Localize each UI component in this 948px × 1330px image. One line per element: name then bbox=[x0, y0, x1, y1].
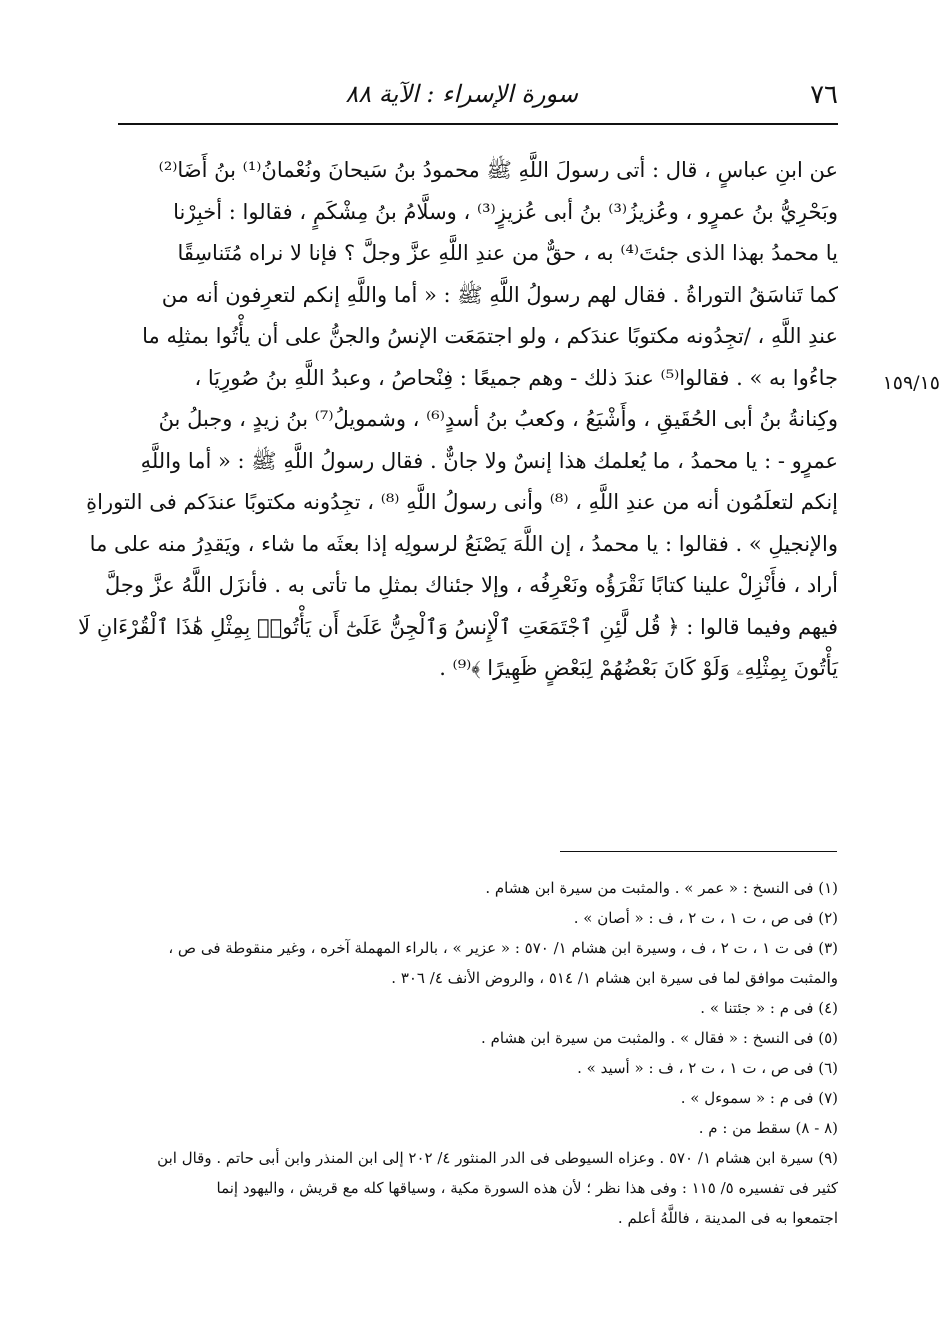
page-header bbox=[118, 78, 838, 118]
text-line: عن ابنِ عباسٍ ، قال : أتى رسولَ اللَّهِ ﷺ محمودُ بنُ سَيحانَ ونُعْمانُ⁽¹⁾ بنُ أَضَا⁽²⁾ bbox=[158, 158, 838, 182]
text-line: جاءُوا به » . فقالوا⁽⁵⁾ عندَ ذلك - وهم جميعًا : فِنْحاصُ ، وعبدُ اللَّهِ بنُ صُورِيَا ، bbox=[194, 365, 838, 390]
header-rule bbox=[118, 123, 838, 125]
text-line: أراد ، فأَنْزِلْ علينا كتابًا نَقْرَؤُه ونَعْرِفُه ، وإلا جئناك بمثلِ ما تأتى به . فأنزَل اللَّهُ عزَّ وجلَّ bbox=[104, 573, 838, 597]
footnote-line: (١) فى النسخ : « عمر » . والمثبت من سيرة ابن هشام . bbox=[485, 879, 838, 897]
text-line: إنكم لتعلَمُون أنه من عندِ اللَّهِ ، ⁽⁸⁾ وأنى رسولُ اللَّهِ ⁽⁸⁾ ، تجِدُونه مكتوبًا عندَكم فى التوراةِ bbox=[86, 490, 838, 514]
footnote-line: (٨ - ٨) سقط من : م . bbox=[698, 1119, 838, 1137]
page-number: ٧٦ bbox=[810, 80, 838, 110]
footnote-line: (٧) فى م : « سموءل » . bbox=[680, 1089, 838, 1107]
text-line: فيهم وفيما قالوا : ﴿ قُل لَّئِنِ ٱجْتَمَعَتِ ٱلْإِنسُ وَٱلْجِنُّ عَلَىٰٓ أَن يَأْتُوا۟ بِمِثْلِ هَٰذَا ٱلْقُرْءَانِ لَا bbox=[78, 614, 838, 639]
text-line: يَأْتُونَ بِمِثْلِهِۦ وَلَوْ كَانَ بَعْضُهُمْ لِبَعْضٍ ظَهِيرًا ﴾⁽⁹⁾ . bbox=[439, 656, 838, 680]
footnote-line: اجتمعوا به فى المدينة ، فاللَّهُ أعلم . bbox=[617, 1209, 838, 1227]
text-line: كما تَناسَقُ التوراةُ . فقال لهم رسولُ اللَّهِ ﷺ : « أما واللَّهِ إنكم لتعرِفون أنه من bbox=[161, 282, 838, 307]
text-line: وكِنانةُ بنُ أبى الحُقَيقِ ، وأَشْيَعُ ، وكعبُ بنُ أسدٍ⁽⁶⁾ ، وشمويلُ⁽⁷⁾ بنُ زيدٍ ، وجبلُ بنُ bbox=[158, 407, 838, 431]
footnote-line: والمثبت موافق لما فى سيرة ابن هشام ١/ ٥١٤ ، والروض الأنف ٤/ ٣٠٦ . bbox=[391, 969, 838, 987]
footnote-line: (٥) فى النسخ : « فقال » . والمثبت من سيرة ابن هشام . bbox=[481, 1029, 838, 1047]
footnote-line: (٣) فى ت ١ ، ت ٢ ، ف ، وسيرة ابن هشام ١/ ٥٧٠ : « عزير » ، بالراء المهملة آخره ، وغير منقوطة فى ص ، bbox=[168, 939, 838, 957]
margin-reference: ١٥٩/١٥ bbox=[882, 372, 940, 394]
footnotes bbox=[118, 873, 838, 1233]
footnote-rule bbox=[560, 851, 837, 852]
text-line: عندِ اللَّهِ ، /تجِدُونه مكتوبًا عندَكم ، ولو اجتمَعَت الإنسُ والجنُّ على أن يأْتُوا بمثلِه ما bbox=[142, 324, 838, 348]
text-line: يا محمدُ بهذا الذى جئتَ⁽⁴⁾ به ، حقٌّ من عندِ اللَّهِ عزَّ وجلَّ ؟ فإنا لا نراه مُتَناسِقًا bbox=[177, 241, 838, 265]
text-line: وبَحْرِيُّ بنُ عمرٍو ، وعُزيزُ⁽³⁾ بنُ أبى عُزيزٍ⁽³⁾ ، وسلَّامُ بنُ مِشْكَمٍ ، فقالوا : أخبِرْنا bbox=[173, 199, 838, 224]
footnote-line: (٦) فى ص ، ت ١ ، ت ٢ ، ف : « أسيد » . bbox=[577, 1059, 838, 1077]
footnote-line: (٩) سيرة ابن هشام ١/ ٥٧٠ . وعزاه السيوطى فى الدر المنثور ٤/ ٢٠٢ إلى ابن المنذر وابن أبى حاتم . وقال ابن bbox=[157, 1149, 838, 1167]
footnote-line: (٢) فى ص ، ت ١ ، ت ٢ ، ف : « أصان » . bbox=[573, 909, 838, 927]
text-line: عمرٍو - : يا محمدُ ، ما يُعلمك هذا إنسٌ ولا جانٌّ . فقال رسولُ اللَّهِ ﷺ : « أما واللَّهِ bbox=[140, 448, 838, 473]
footnote-line: كثير فى تفسيره ٥/ ١١٥ : وفى هذا نظر ؛ لأن هذه السورة مكية ، وسياقها كله مع قريش ، واليهود إنما bbox=[216, 1179, 838, 1197]
running-title: سورة الإسراء : الآية ٨٨ bbox=[345, 80, 578, 108]
footnote-line: (٤) فى م : « جئتنا » . bbox=[700, 999, 838, 1017]
main-text bbox=[78, 150, 838, 690]
text-line: والإنجيلِ » . فقالوا : يا محمدُ ، إن اللَّهَ يَصْنَعُ لرسولِه إذا بعثَه ما شاء ، ويَقدِرُ منه على ما bbox=[89, 531, 838, 556]
